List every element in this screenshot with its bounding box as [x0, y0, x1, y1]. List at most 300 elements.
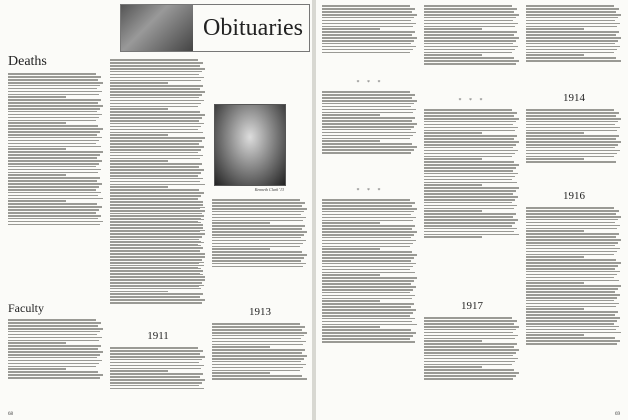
text-line: [110, 143, 199, 145]
text-line: [424, 320, 517, 322]
text-line: [8, 82, 103, 84]
text-line: [212, 205, 302, 207]
text-line: [424, 202, 512, 204]
text-line: [526, 115, 616, 117]
text-line: [8, 169, 101, 171]
text-line: [8, 203, 97, 205]
text-line: [212, 335, 304, 337]
text-line: [8, 363, 99, 365]
text-line: [526, 49, 617, 51]
text-line: [322, 114, 380, 116]
text-line: [424, 144, 516, 146]
text-line: [322, 208, 417, 210]
text-line: [424, 176, 515, 178]
text-line: [322, 300, 380, 302]
text-line: [424, 219, 518, 221]
text-line: [110, 111, 200, 113]
text-line: [424, 343, 517, 345]
text-line: [322, 332, 416, 334]
text-line: [8, 192, 101, 194]
text-line: [322, 292, 410, 294]
deaths-list: [8, 72, 104, 297]
text-line: [110, 365, 204, 367]
text-line: [8, 79, 98, 81]
text-line: [110, 77, 204, 79]
text-line: [322, 306, 411, 308]
text-line: [526, 130, 617, 132]
text-line: [526, 138, 616, 140]
text-line: [322, 120, 412, 122]
text-line: [110, 169, 204, 171]
text-line: [212, 338, 301, 340]
text-line: [8, 140, 99, 142]
text-line: [212, 352, 302, 354]
text-line: [526, 268, 615, 270]
text-line: [110, 376, 200, 378]
text-line: [110, 120, 199, 122]
text-line: [526, 242, 618, 244]
text-line: [424, 329, 516, 331]
text-line: [110, 259, 202, 261]
text-line: [424, 213, 516, 215]
text-line: [110, 210, 205, 212]
column-two-text: [110, 200, 206, 328]
text-line: [322, 257, 414, 259]
text-line: [424, 375, 516, 377]
right-page-number: 69: [615, 412, 620, 417]
text-line: [110, 184, 205, 186]
text-line: [8, 221, 103, 223]
text-line: [322, 23, 416, 25]
text-line: [424, 28, 482, 30]
text-line: [526, 153, 617, 155]
text-line: [526, 52, 614, 54]
text-line: [110, 356, 205, 358]
text-line: [526, 144, 618, 146]
text-line: [424, 364, 512, 366]
text-line: [526, 20, 615, 22]
text-line: [110, 192, 204, 194]
text-line: [8, 151, 103, 153]
text-line: [424, 179, 512, 181]
text-line: [424, 210, 482, 212]
text-line: [526, 112, 619, 114]
text-line: [322, 222, 380, 224]
text-line: [322, 225, 415, 227]
text-line: [110, 68, 205, 70]
text-line: [526, 340, 620, 342]
separator-stars: * * *: [356, 80, 384, 86]
text-line: [424, 352, 516, 354]
text-line: [424, 124, 513, 126]
right-page: [316, 0, 628, 420]
text-line: [424, 182, 517, 184]
separator-stars: * * *: [356, 188, 384, 194]
column-three-text: [212, 198, 308, 302]
text-line: [526, 306, 616, 308]
text-line: [322, 52, 410, 54]
text-line: [424, 340, 482, 342]
text-line: [8, 366, 96, 368]
text-line: [8, 206, 102, 208]
text-line: [526, 317, 620, 319]
text-line: [424, 190, 516, 192]
text-line: [526, 288, 618, 290]
text-line: [110, 271, 198, 273]
text-line: [212, 332, 307, 334]
text-line: [110, 132, 203, 134]
text-line: [526, 222, 615, 224]
text-line: [322, 231, 417, 233]
text-line: [526, 300, 614, 302]
text-line: [526, 147, 615, 149]
text-line: [110, 236, 202, 238]
text-line: [110, 97, 199, 99]
text-line: [110, 388, 204, 390]
text-line: [110, 117, 202, 119]
right-column-two-text-1917: [424, 316, 520, 410]
text-line: [110, 201, 198, 203]
text-line: [424, 138, 514, 140]
text-line: [526, 8, 619, 10]
text-line: [322, 14, 417, 16]
text-line: [110, 204, 203, 206]
text-line: [526, 291, 615, 293]
text-line: [212, 326, 305, 328]
text-line: [526, 343, 617, 345]
text-line: [110, 137, 205, 139]
text-line: [8, 322, 101, 324]
text-line: [8, 114, 102, 116]
text-line: [322, 274, 380, 276]
column-three-text-1913: [212, 322, 308, 410]
text-line: [424, 338, 515, 340]
text-line: [8, 354, 100, 356]
text-line: [110, 108, 168, 110]
text-line: [8, 94, 99, 96]
text-line: [110, 152, 198, 154]
text-line: [322, 237, 411, 239]
text-line: [526, 127, 620, 129]
text-line: [322, 126, 414, 128]
text-line: [110, 146, 204, 148]
text-line: [424, 187, 519, 189]
text-line: [424, 118, 519, 120]
text-line: [212, 263, 306, 265]
text-line: [322, 129, 411, 131]
text-line: [322, 272, 415, 274]
text-line: [322, 17, 414, 19]
text-line: [212, 251, 302, 253]
text-line: [212, 208, 307, 210]
text-line: [424, 216, 513, 218]
text-line: [424, 54, 482, 56]
text-line: [424, 23, 518, 25]
text-line: [212, 237, 301, 239]
text-line: [212, 225, 305, 227]
text-line: [424, 326, 519, 328]
text-line: [322, 31, 415, 33]
text-line: [322, 100, 417, 102]
text-line: [110, 140, 202, 142]
text-line: [110, 359, 202, 361]
text-line: [8, 325, 98, 327]
text-line: [424, 372, 519, 374]
text-line: [110, 85, 203, 87]
text-line: [212, 217, 306, 219]
text-line: [424, 228, 517, 230]
text-line: [322, 286, 416, 288]
text-line: [212, 214, 301, 216]
text-line: [526, 219, 618, 221]
banner-photo: [121, 5, 193, 51]
text-line: [110, 242, 204, 244]
text-line: [322, 298, 412, 300]
right-column-three-text: [526, 4, 622, 90]
text-line: [110, 347, 198, 349]
text-line: [526, 230, 584, 232]
text-line: [110, 385, 199, 387]
text-line: [110, 274, 203, 276]
portrait-photo: [214, 104, 286, 186]
text-line: [322, 8, 415, 10]
text-line: [526, 233, 619, 235]
text-line: [526, 334, 584, 336]
text-line: [322, 152, 411, 154]
text-line: [8, 172, 98, 174]
text-line: [322, 220, 413, 222]
text-line: [424, 196, 518, 198]
text-line: [424, 346, 514, 348]
text-line: [526, 308, 584, 310]
text-line: [424, 46, 518, 48]
text-line: [212, 375, 302, 377]
text-line: [110, 350, 203, 352]
text-line: [526, 256, 584, 258]
text-line: [526, 320, 617, 322]
text-line: [424, 112, 517, 114]
text-line: [322, 260, 411, 262]
text-line: [424, 184, 482, 186]
text-line: [110, 175, 198, 177]
text-line: [526, 225, 620, 227]
text-line: [110, 103, 201, 105]
text-line: [424, 317, 512, 319]
text-line: [8, 73, 96, 75]
text-line: [110, 282, 202, 284]
text-line: [212, 202, 305, 204]
text-line: [8, 143, 96, 145]
text-line: [8, 209, 99, 211]
text-line: [424, 156, 512, 158]
text-line: [110, 239, 199, 241]
text-line: [526, 265, 618, 267]
text-line: [212, 364, 306, 366]
text-line: [8, 334, 97, 336]
text-line: [322, 312, 413, 314]
text-line: [8, 76, 101, 78]
text-line: [8, 189, 96, 191]
text-line: [526, 54, 584, 56]
text-line: [526, 326, 619, 328]
text-line: [526, 26, 617, 28]
text-line: [8, 360, 102, 362]
text-line: [212, 367, 303, 369]
text-line: [322, 117, 415, 119]
text-line: [526, 118, 621, 120]
text-line: [8, 125, 98, 127]
text-line: [526, 236, 616, 238]
year-heading-1914: 1914: [563, 92, 585, 104]
text-line: [8, 128, 103, 130]
text-line: [8, 357, 97, 359]
text-line: [322, 217, 416, 219]
text-line: [526, 28, 584, 30]
text-line: [8, 166, 96, 168]
text-line: [424, 164, 519, 166]
text-line: [8, 342, 66, 344]
text-line: [526, 46, 620, 48]
text-line: [322, 135, 413, 137]
text-line: [8, 120, 96, 122]
left-page-number: 68: [8, 412, 13, 417]
text-line: [424, 158, 482, 160]
text-line: [526, 274, 617, 276]
text-line: [8, 177, 100, 179]
text-line: [110, 265, 204, 267]
right-column-two-text-2: [424, 108, 520, 298]
text-line: [424, 236, 482, 238]
text-line: [424, 225, 512, 227]
right-column-one-text-2: [322, 90, 418, 186]
text-line: [110, 186, 168, 188]
text-line: [322, 37, 417, 39]
text-line: [322, 243, 413, 245]
text-line: [212, 372, 270, 374]
text-line: [110, 149, 201, 151]
text-line: [322, 91, 410, 93]
text-line: [8, 105, 103, 107]
text-line: [110, 207, 200, 209]
text-line: [526, 239, 621, 241]
text-line: [424, 234, 519, 236]
text-line: [322, 40, 414, 42]
text-line: [322, 140, 380, 142]
text-line: [322, 295, 415, 297]
text-line: [110, 370, 168, 372]
text-line: [526, 150, 620, 152]
text-line: [424, 208, 514, 210]
text-line: [110, 379, 205, 381]
text-line: [8, 108, 100, 110]
text-line: [322, 266, 413, 268]
text-line: [526, 40, 618, 42]
text-line: [424, 150, 518, 152]
text-line: [8, 368, 66, 370]
text-line: [526, 158, 584, 160]
text-line: [526, 294, 620, 296]
text-line: [212, 231, 307, 233]
text-line: [424, 34, 514, 36]
text-line: [322, 251, 412, 253]
text-line: [110, 181, 200, 183]
text-line: [526, 228, 617, 230]
text-line: [110, 59, 198, 61]
text-line: [526, 132, 584, 134]
text-line: [8, 134, 97, 136]
text-line: [322, 132, 416, 134]
text-line: [8, 85, 100, 87]
text-line: [526, 207, 614, 209]
text-line: [526, 23, 620, 25]
year-heading-1917: 1917: [461, 300, 483, 312]
text-line: [424, 109, 512, 111]
text-line: [322, 205, 412, 207]
text-line: [424, 141, 519, 143]
text-line: [424, 60, 519, 62]
text-line: [526, 329, 616, 331]
text-line: [322, 11, 412, 13]
obituaries-banner: [120, 4, 310, 52]
text-line: [8, 137, 102, 139]
text-line: [322, 324, 417, 326]
text-line: [110, 91, 205, 93]
text-line: [424, 222, 515, 224]
text-line: [8, 200, 66, 202]
text-line: [212, 378, 307, 380]
text-line: [526, 213, 616, 215]
text-line: [322, 246, 410, 248]
text-line: [322, 43, 411, 45]
text-line: [424, 127, 518, 129]
text-line: [526, 161, 616, 163]
right-column-one-text-3: [322, 198, 418, 410]
text-line: [110, 123, 204, 125]
text-line: [110, 129, 198, 131]
text-line: [212, 257, 304, 259]
text-line: [8, 131, 100, 133]
year-heading-1911: 1911: [147, 330, 169, 342]
text-line: [110, 163, 202, 165]
separator-stars: * * *: [458, 98, 486, 104]
text-line: [110, 276, 168, 278]
text-line: [526, 332, 621, 334]
text-line: [526, 323, 614, 325]
text-line: [110, 224, 168, 226]
text-line: [322, 143, 412, 145]
text-line: [526, 57, 616, 59]
text-line: [424, 121, 516, 123]
faculty-text: [8, 318, 104, 410]
text-line: [526, 277, 614, 279]
text-line: [424, 63, 516, 65]
text-line: [424, 31, 517, 33]
text-line: [8, 146, 101, 148]
right-column-three-text-1916: [526, 206, 622, 410]
text-line: [8, 337, 102, 339]
text-line: [424, 193, 513, 195]
text-line: [110, 172, 201, 174]
text-line: [424, 26, 515, 28]
text-line: [424, 335, 518, 337]
text-line: [424, 369, 514, 371]
text-line: [8, 328, 103, 330]
text-line: [110, 178, 203, 180]
text-line: [322, 199, 410, 201]
text-line: [212, 234, 304, 236]
text-line: [526, 14, 621, 16]
text-line: [322, 46, 416, 48]
